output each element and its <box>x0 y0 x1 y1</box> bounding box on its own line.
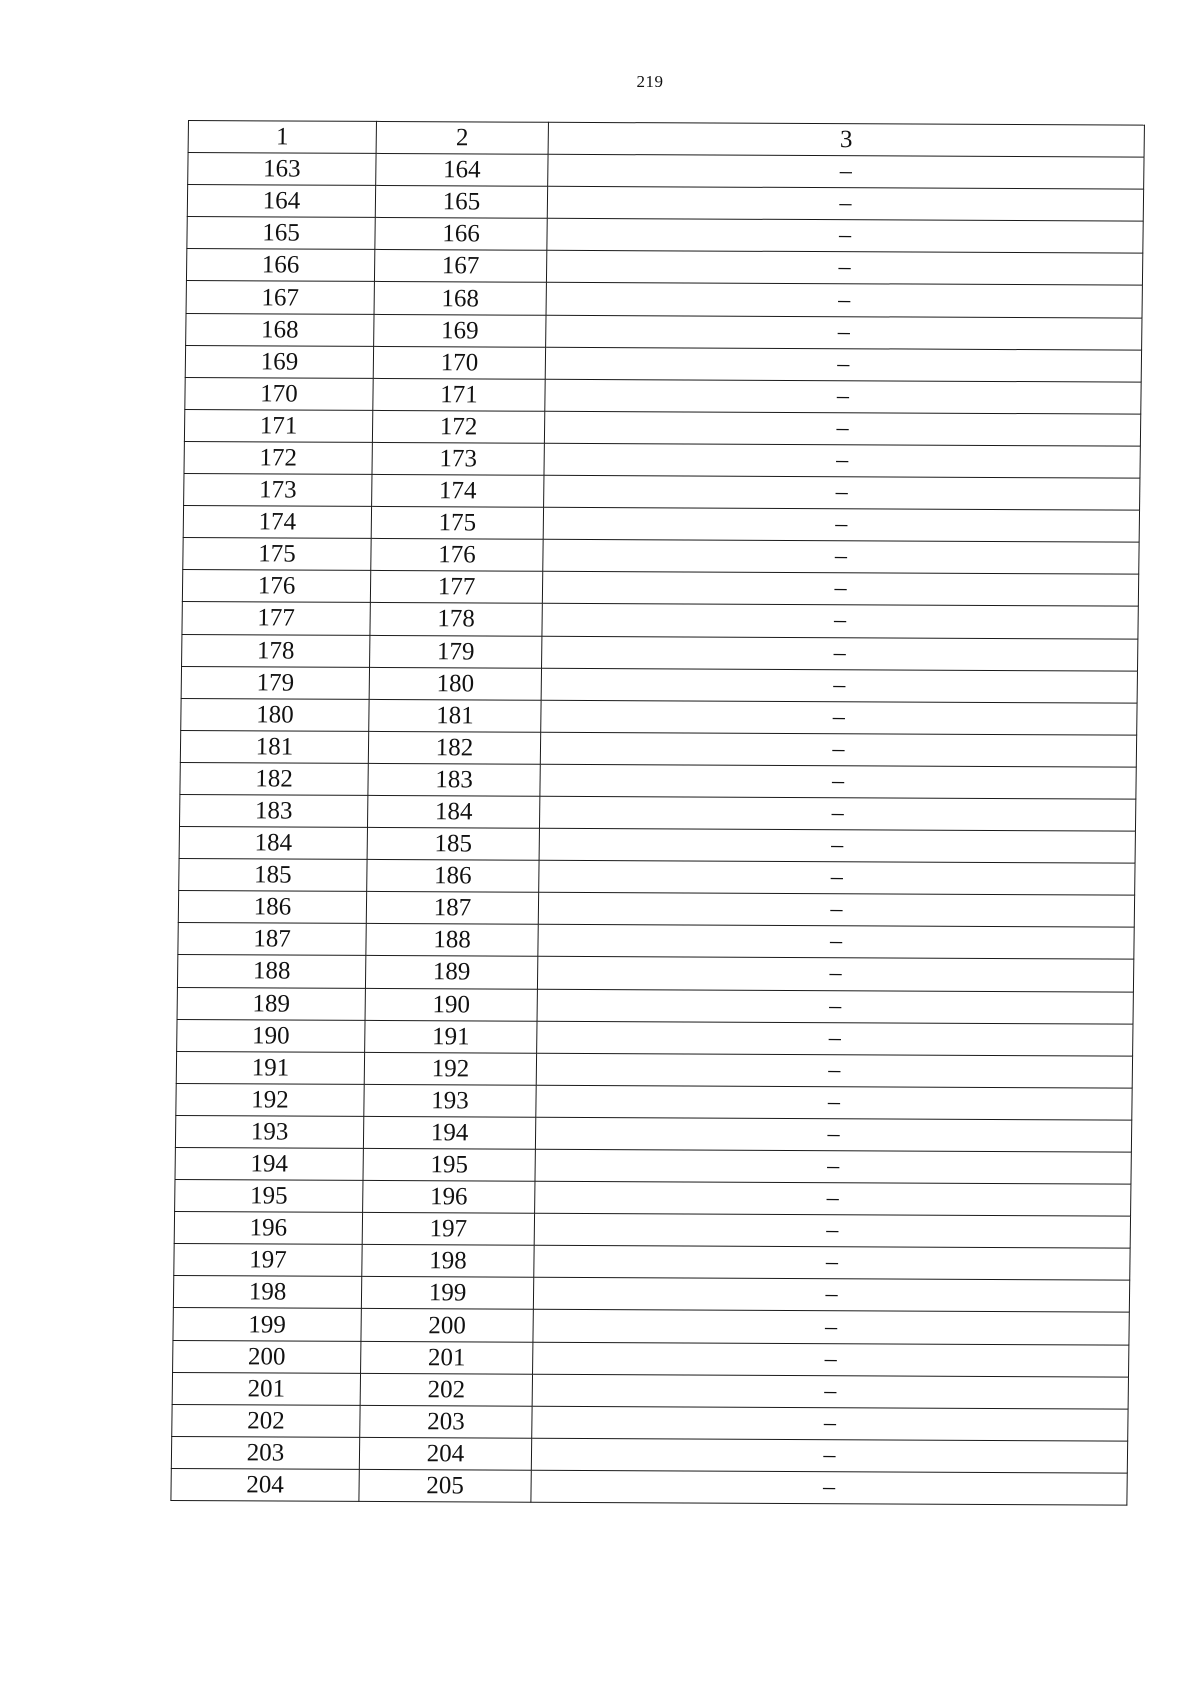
table-container <box>170 120 1144 1506</box>
table-row <box>171 1468 1127 1505</box>
table-row <box>179 794 1135 831</box>
table-cell-col-2: 182 <box>368 731 540 764</box>
table-cell-col-1: 199 <box>173 1308 361 1341</box>
table-cell-col-2: 205 <box>359 1469 531 1502</box>
table-cell-col-2: 171 <box>373 378 545 411</box>
table-cell-col-3: – <box>532 1406 1128 1441</box>
table-cell-col-3: – <box>546 251 1142 286</box>
table-cell-col-3: – <box>542 636 1138 671</box>
table-cell-col-3: – <box>540 732 1136 767</box>
table-cell-col-2: 169 <box>374 314 546 347</box>
table-cell-col-2: 179 <box>370 635 542 668</box>
table-cell-col-3: – <box>534 1213 1130 1248</box>
table-cell-col-3: – <box>547 219 1143 254</box>
table-row <box>175 1115 1131 1152</box>
table-cell-col-2: 186 <box>367 860 539 893</box>
table-cell-col-2: 176 <box>371 539 543 572</box>
table-cell-col-1: 182 <box>180 762 368 795</box>
table-cell-col-1: 187 <box>178 923 366 956</box>
table-row <box>185 377 1141 414</box>
table-cell-col-2: 166 <box>375 218 547 251</box>
table-row <box>178 891 1134 928</box>
table-cell-col-1: 167 <box>186 281 374 314</box>
table-cell-col-3: – <box>531 1470 1127 1505</box>
table-cell-col-1: 186 <box>178 891 366 924</box>
table-cell-col-1: 203 <box>171 1436 359 1469</box>
table-row <box>187 217 1143 254</box>
table-cell-col-2: 197 <box>362 1213 534 1246</box>
table-cell-col-3: – <box>533 1342 1129 1377</box>
table-cell-col-1: 200 <box>173 1340 361 1373</box>
table-cell-col-2: 173 <box>372 442 544 475</box>
table-row <box>183 538 1139 575</box>
table-cell-col-3: – <box>539 860 1135 895</box>
column-header-1: 1 <box>188 121 376 154</box>
table-cell-col-1: 196 <box>174 1212 362 1245</box>
table-cell-col-2: 198 <box>362 1245 534 1278</box>
table-cell-col-3: – <box>546 315 1142 350</box>
table-cell-col-3: – <box>535 1149 1131 1184</box>
table-cell-col-2: 188 <box>366 924 538 957</box>
table-cell-col-2: 202 <box>360 1373 532 1406</box>
table-cell-col-1: 175 <box>183 538 371 571</box>
table-cell-col-1: 166 <box>186 249 374 282</box>
table-row <box>176 1051 1132 1088</box>
table-cell-col-1: 180 <box>181 698 369 731</box>
table-cell-col-1: 173 <box>184 474 372 507</box>
table-cell-col-3: – <box>539 796 1135 831</box>
table-cell-col-2: 168 <box>374 282 546 315</box>
table-row <box>187 185 1143 222</box>
table-cell-col-1: 174 <box>183 506 371 539</box>
table-cell-col-1: 195 <box>175 1180 363 1213</box>
table-cell-col-2: 192 <box>364 1052 536 1085</box>
table-row <box>185 345 1141 382</box>
table-cell-col-1: 170 <box>185 377 373 410</box>
table-cell-col-3: – <box>548 154 1144 189</box>
table-row <box>177 987 1133 1024</box>
table-row <box>182 602 1138 639</box>
table-row <box>184 441 1140 478</box>
table-row <box>181 698 1137 735</box>
table-row <box>188 153 1144 190</box>
table-cell-col-3: – <box>537 989 1133 1024</box>
table-cell-col-1: 191 <box>176 1051 364 1084</box>
table-row <box>180 730 1136 767</box>
table-cell-col-1: 165 <box>187 217 375 250</box>
table-cell-col-2: 177 <box>370 571 542 604</box>
table-cell-col-3: – <box>545 379 1141 414</box>
table-cell-col-1: 163 <box>188 153 376 186</box>
table-row <box>173 1308 1129 1345</box>
table-cell-col-1: 169 <box>185 345 373 378</box>
table-cell-col-2: 183 <box>368 763 540 796</box>
table-row <box>182 634 1138 671</box>
table-row <box>177 955 1133 992</box>
table-cell-col-2: 193 <box>364 1084 536 1117</box>
table-cell-col-3: – <box>538 893 1134 928</box>
table-cell-col-2: 170 <box>373 346 545 379</box>
table-cell-col-2: 195 <box>363 1148 535 1181</box>
table-cell-col-3: – <box>536 1085 1132 1120</box>
table-cell-col-2: 190 <box>365 988 537 1021</box>
table-cell-col-1: 176 <box>182 570 370 603</box>
table-cell-col-3: – <box>533 1278 1129 1313</box>
table-cell-col-3: – <box>545 347 1141 382</box>
table-cell-col-3: – <box>541 700 1137 735</box>
table-cell-col-1: 194 <box>175 1147 363 1180</box>
table-cell-col-1: 192 <box>176 1083 364 1116</box>
table-cell-col-3: – <box>537 1021 1133 1056</box>
table-row <box>181 666 1137 703</box>
table-cell-col-3: – <box>542 604 1138 639</box>
table-row <box>175 1147 1131 1184</box>
table-cell-col-3: – <box>546 283 1142 318</box>
table-row <box>184 409 1140 446</box>
table-cell-col-2: 187 <box>366 892 538 925</box>
table-cell-col-2: 199 <box>361 1277 533 1310</box>
table-cell-col-3: – <box>544 411 1140 446</box>
table-row <box>173 1276 1129 1313</box>
table-cell-col-1: 178 <box>182 634 370 667</box>
table-cell-col-3: – <box>536 1053 1132 1088</box>
table-row <box>180 762 1136 799</box>
table-cell-col-2: 185 <box>367 827 539 860</box>
table-row <box>177 1019 1133 1056</box>
table-cell-col-2: 167 <box>374 250 546 283</box>
table-cell-col-1: 188 <box>177 955 365 988</box>
table-cell-col-1: 177 <box>182 602 370 635</box>
table-cell-col-1: 168 <box>186 313 374 346</box>
table-row <box>184 474 1140 511</box>
table-cell-col-2: 194 <box>363 1116 535 1149</box>
table-cell-col-3: – <box>541 668 1137 703</box>
table-row <box>172 1372 1128 1409</box>
table-row <box>176 1083 1132 1120</box>
table-cell-col-1: 204 <box>171 1468 359 1501</box>
table-cell-col-3: – <box>544 475 1140 510</box>
table-cell-col-2: 178 <box>370 603 542 636</box>
table-row <box>172 1404 1128 1441</box>
table-cell-col-1: 172 <box>184 441 372 474</box>
table-cell-col-3: – <box>543 507 1139 542</box>
table-cell-col-3: – <box>535 1181 1131 1216</box>
table-row <box>174 1212 1130 1249</box>
table-cell-col-2: 175 <box>371 507 543 540</box>
column-header-2: 2 <box>376 121 548 154</box>
table-cell-col-3: – <box>543 539 1139 574</box>
table-row <box>186 281 1142 318</box>
table-cell-col-2: 164 <box>376 154 548 187</box>
table-cell-col-1: 183 <box>179 794 367 827</box>
table-cell-col-3: – <box>540 764 1136 799</box>
table-cell-col-2: 184 <box>367 795 539 828</box>
table-cell-col-1: 190 <box>177 1019 365 1052</box>
table-cell-col-2: 180 <box>369 667 541 700</box>
table-cell-col-1: 198 <box>173 1276 361 1309</box>
table-cell-col-1: 193 <box>175 1115 363 1148</box>
table-cell-col-2: 189 <box>365 956 537 989</box>
table-cell-col-1: 179 <box>181 666 369 699</box>
table-cell-col-3: – <box>547 186 1143 221</box>
table-cell-col-1: 202 <box>172 1404 360 1437</box>
table-header-row <box>188 121 1144 158</box>
table-cell-col-1: 189 <box>177 987 365 1020</box>
table-cell-col-3: – <box>535 1117 1131 1152</box>
table-cell-col-2: 174 <box>372 474 544 507</box>
table-cell-col-1: 181 <box>180 730 368 763</box>
table-row <box>173 1340 1129 1377</box>
table-cell-col-1: 197 <box>174 1244 362 1277</box>
table-cell-col-3: – <box>539 828 1135 863</box>
table-row <box>182 570 1138 607</box>
table-cell-col-3: – <box>544 443 1140 478</box>
table-cell-col-1: 171 <box>184 409 372 442</box>
table-cell-col-3: – <box>534 1246 1130 1281</box>
table-row <box>186 249 1142 286</box>
table-cell-col-1: 185 <box>179 859 367 892</box>
table-row <box>186 313 1142 350</box>
data-table <box>170 120 1145 1506</box>
table-cell-col-2: 191 <box>365 1020 537 1053</box>
table-cell-col-2: 203 <box>360 1405 532 1438</box>
table-cell-col-3: – <box>533 1310 1129 1345</box>
table-cell-col-2: 204 <box>359 1437 531 1470</box>
table-cell-col-1: 184 <box>179 827 367 860</box>
table-cell-col-3: – <box>537 957 1133 992</box>
page-number: 219 <box>636 72 664 91</box>
table-row <box>175 1180 1131 1217</box>
table-cell-col-2: 196 <box>363 1181 535 1214</box>
table-cell-col-2: 200 <box>361 1309 533 1342</box>
table-cell-col-2: 165 <box>375 186 547 219</box>
table-row <box>178 923 1134 960</box>
table-row <box>174 1244 1130 1281</box>
table-cell-col-2: 201 <box>361 1341 533 1374</box>
table-cell-col-2: 181 <box>369 699 541 732</box>
table-cell-col-3: – <box>538 925 1134 960</box>
table-row <box>179 827 1135 864</box>
table-body <box>171 153 1144 1506</box>
table-cell-col-2: 172 <box>372 410 544 443</box>
table-row <box>179 859 1135 896</box>
table-row <box>183 506 1139 543</box>
column-header-3: 3 <box>548 122 1144 157</box>
table-cell-col-3: – <box>532 1374 1128 1409</box>
table-row <box>171 1436 1127 1473</box>
table-cell-col-3: – <box>531 1438 1127 1473</box>
table-cell-col-1: 201 <box>172 1372 360 1405</box>
table-cell-col-3: – <box>542 572 1138 607</box>
table-cell-col-1: 164 <box>187 185 375 218</box>
